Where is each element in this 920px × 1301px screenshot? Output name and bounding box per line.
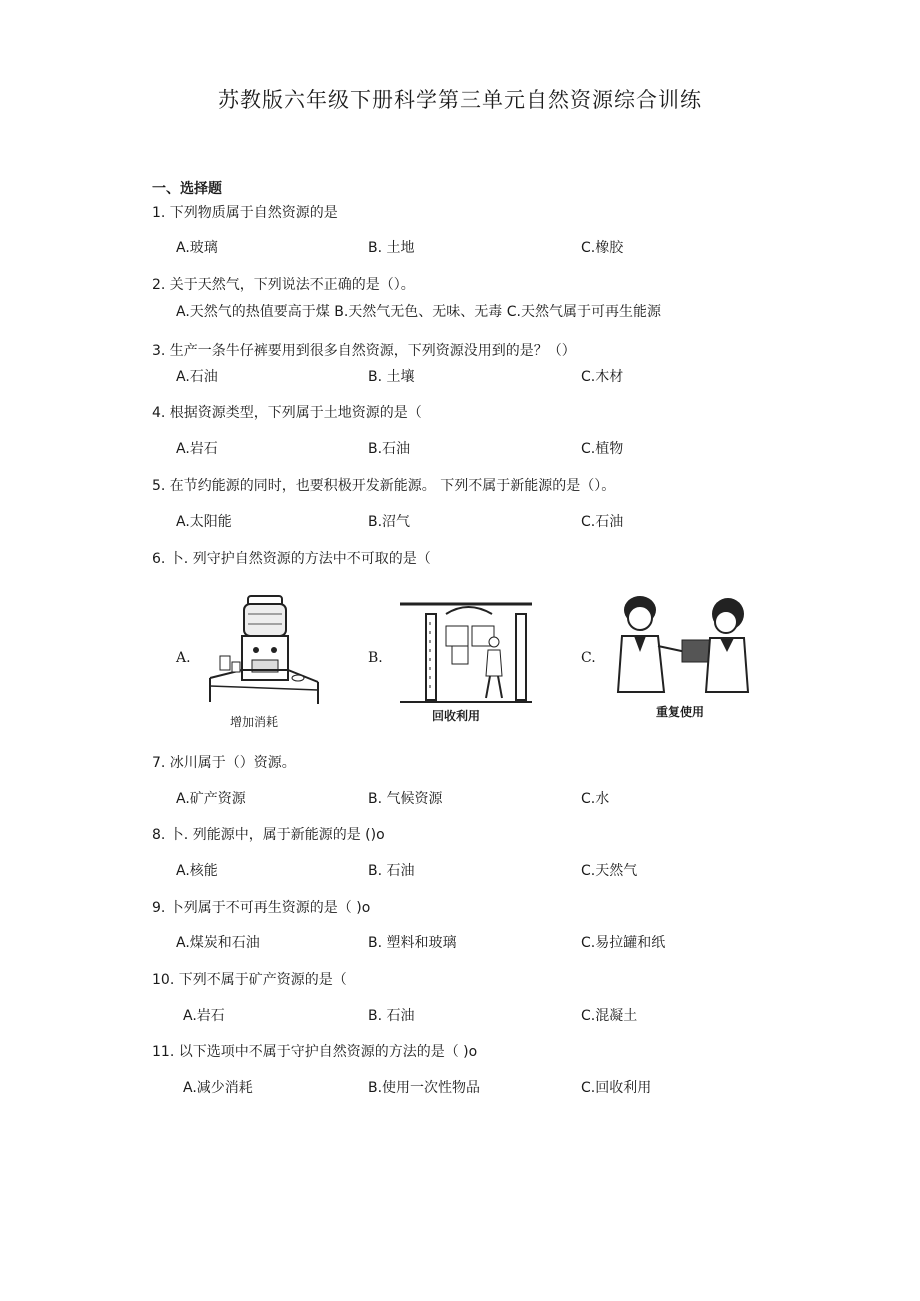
option-c[interactable]: C.回收利用 xyxy=(581,1080,652,1096)
option-c[interactable]: C.橡胶 xyxy=(581,240,624,256)
option-b[interactable]: B.使用一次性物品 xyxy=(368,1080,481,1096)
question-stem: 5. 在节约能源的同时，也要积极开发新能源。 下列不属于新能源的是（）。 xyxy=(152,478,616,494)
option-a[interactable]: A.石油 xyxy=(176,369,218,385)
option-b[interactable]: B. 石油 xyxy=(368,863,415,879)
question-stem: 2. 关于天然气，下列说法不正确的是（）。 xyxy=(152,277,415,293)
image-option-c-caption: 重复使用 xyxy=(656,705,705,719)
option-line[interactable]: A.天然气的热值要高于煤 B.天然气无色、无味、无毒 C.天然气属于可再生能源 xyxy=(176,304,661,320)
option-c[interactable]: C.石油 xyxy=(581,514,624,530)
question-stem: 10. 下列不属于矿产资源的是（ xyxy=(152,972,347,988)
question-stem: 9. 卜列属于不可再生资源的是（ )o xyxy=(152,900,371,916)
option-b[interactable]: B. 塑料和玻璃 xyxy=(368,935,457,951)
question-stem: 6. 卜. 列守护自然资源的方法中不可取的是（ xyxy=(152,551,431,567)
option-c[interactable]: C.天然气 xyxy=(581,863,638,879)
option-c[interactable]: C.水 xyxy=(581,791,610,807)
question-stem: 3. 生产一条牛仔裤要用到很多自然资源，下列资源没用到的是？（） xyxy=(152,343,576,359)
option-a[interactable]: A.矿产资源 xyxy=(176,791,246,807)
option-a[interactable]: A.岩石 xyxy=(183,1008,225,1024)
image-option-a-caption: 增加消耗 xyxy=(230,715,279,729)
question-stem: 8. 卜. 列能源中，属于新能源的是 ()o xyxy=(152,827,385,843)
water-dispenser-illustration[interactable] xyxy=(200,590,325,708)
image-option-a-letter[interactable]: A. xyxy=(176,650,191,666)
option-a[interactable]: A.煤炭和石油 xyxy=(176,935,260,951)
option-c[interactable]: C.植物 xyxy=(581,441,624,457)
option-b[interactable]: B. 土地 xyxy=(368,240,415,256)
option-b[interactable]: B.沼气 xyxy=(368,514,411,530)
option-a[interactable]: A.减少消耗 xyxy=(183,1080,253,1096)
page-title: 苏教版六年级下册科学第三单元自然资源综合训练 xyxy=(218,88,702,112)
option-a[interactable]: A.玻璃 xyxy=(176,240,218,256)
question-stem: 4. 根据资源类型，下列属于土地资源的是（ xyxy=(152,405,422,421)
question-stem: 1. 下列物质属于自然资源的是 xyxy=(152,205,338,221)
image-option-b-letter[interactable]: B. xyxy=(368,650,383,666)
option-b[interactable]: B.石油 xyxy=(368,441,411,457)
option-a[interactable]: A.太阳能 xyxy=(176,514,232,530)
option-c[interactable]: C.木材 xyxy=(581,369,624,385)
option-b[interactable]: B. 土壤 xyxy=(368,369,415,385)
option-a[interactable]: A.岩石 xyxy=(176,441,218,457)
option-b[interactable]: B. 石油 xyxy=(368,1008,415,1024)
question-stem: 7. 冰川属于（）资源。 xyxy=(152,755,296,771)
option-b[interactable]: B. 气候资源 xyxy=(368,791,443,807)
option-a[interactable]: A.核能 xyxy=(176,863,218,879)
recycling-bins-illustration[interactable] xyxy=(396,598,536,706)
section-heading: 一、选择题 xyxy=(152,181,222,197)
sharing-book-illustration[interactable] xyxy=(610,592,750,700)
image-option-c-letter[interactable]: C. xyxy=(581,650,596,666)
image-option-b-caption: 回收利用 xyxy=(432,709,481,723)
option-c[interactable]: C.易拉罐和纸 xyxy=(581,935,666,951)
question-stem: 11. 以下选项中不属于守护自然资源的方法的是（ )o xyxy=(152,1044,478,1060)
option-c[interactable]: C.混凝土 xyxy=(581,1008,638,1024)
